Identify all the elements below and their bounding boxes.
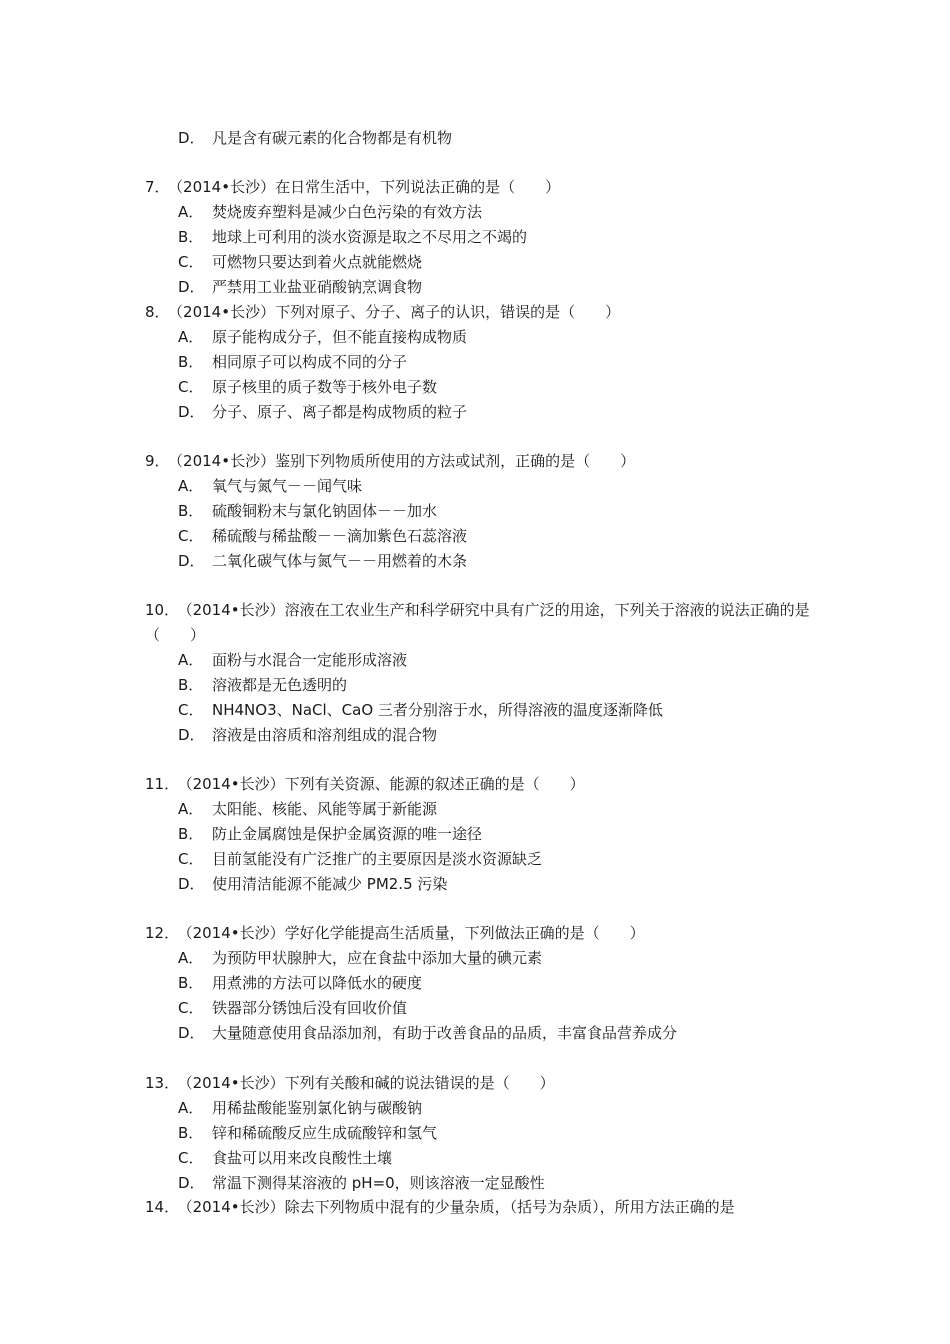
option-letter: C． <box>178 1149 204 1167</box>
option-text: 焚烧废弃塑料是减少白色污染的有效方法 <box>212 203 483 221</box>
option-text: 凡是含有碳元素的化合物都是有机物 <box>212 129 453 147</box>
option-item <box>178 526 467 546</box>
option-letter: D． <box>178 726 205 744</box>
option-letter: B． <box>178 825 204 843</box>
option-letter: B． <box>178 1124 204 1142</box>
option-item <box>178 1123 437 1143</box>
option-text: 目前氢能没有广泛推广的主要原因是淡水资源缺乏 <box>212 850 543 868</box>
option-letter: A． <box>178 328 204 346</box>
option-text: NH4NO3、NaCl、CaO 三者分别溶于水，所得溶液的温度逐渐降低 <box>212 701 663 719</box>
option-item <box>178 551 467 571</box>
question-text: （2014•长沙）下列有关资源、能源的叙述正确的是（ ） <box>185 775 585 793</box>
question-number: 13． <box>145 1074 180 1092</box>
option-letter: A． <box>178 477 204 495</box>
option-text: 用稀盐酸能鉴别氯化钠与碳酸钠 <box>212 1099 423 1117</box>
option-item <box>178 202 482 222</box>
option-text: 铁器部分锈蚀后没有回收价值 <box>212 999 408 1017</box>
option-letter: D． <box>178 403 205 421</box>
option-item <box>178 874 447 894</box>
option-text: 锌和稀硫酸反应生成硫酸锌和氢气 <box>212 1124 438 1142</box>
option-item <box>178 1098 422 1118</box>
option-item <box>178 700 663 720</box>
option-text: 稀硫酸与稀盐酸－－滴加紫色石蕊溶液 <box>212 527 468 545</box>
option-text: 为预防甲状腺肿大，应在食盐中添加大量的碘元素 <box>212 949 543 967</box>
option-text: 面粉与水混合一定能形成溶液 <box>212 651 408 669</box>
option-text: 硫酸铜粉末与氯化钠固体－－加水 <box>212 502 438 520</box>
question-text: （2014•长沙）在日常生活中，下列说法正确的是（ ） <box>175 178 561 196</box>
option-text: 防止金属腐蚀是保护金属资源的唯一途径 <box>212 825 483 843</box>
option-letter: C． <box>178 850 204 868</box>
option-item <box>178 675 347 695</box>
option-letter: A． <box>178 203 204 221</box>
option-letter: C． <box>178 253 204 271</box>
question-stem <box>145 923 645 943</box>
option-item <box>178 377 437 397</box>
question-number: 8． <box>145 303 170 321</box>
option-text: 大量随意使用食品添加剂，有助于改善食品的品质，丰富食品营养成分 <box>212 1024 678 1042</box>
option-letter: C． <box>178 527 204 545</box>
option-item <box>178 352 407 372</box>
option-letter: A． <box>178 651 204 669</box>
option-letter: A． <box>178 800 204 818</box>
option-letter: C． <box>178 701 204 719</box>
option-letter: D． <box>178 875 205 893</box>
option-item <box>178 1173 545 1193</box>
question-number: 10． <box>145 601 180 619</box>
option-item <box>178 1148 392 1168</box>
question-text: （2014•长沙）下列对原子、分子、离子的认识，错误的是（ ） <box>175 303 621 321</box>
option-text: 食盐可以用来改良酸性土壤 <box>212 1149 393 1167</box>
option-letter: D． <box>178 1174 205 1192</box>
option-letter: D． <box>178 552 205 570</box>
option-letter: C． <box>178 999 204 1017</box>
option-item <box>178 849 542 869</box>
option-letter: C． <box>178 378 204 396</box>
option-text: 用煮沸的方法可以降低水的硬度 <box>212 974 423 992</box>
question-stem <box>145 302 620 322</box>
option-item <box>178 476 362 496</box>
option-item <box>178 650 407 670</box>
option-text: 二氧化碳气体与氮气－－用燃着的木条 <box>212 552 468 570</box>
option-item <box>178 824 482 844</box>
option-letter: B． <box>178 974 204 992</box>
option-letter: B． <box>178 353 204 371</box>
option-text: 分子、原子、离子都是构成物质的粒子 <box>212 403 468 421</box>
question-text: （2014•长沙）学好化学能提高生活质量，下列做法正确的是（ ） <box>185 924 645 942</box>
option-item <box>178 402 467 422</box>
question-stem <box>145 598 815 648</box>
option-text: 溶液是由溶质和溶剂组成的混合物 <box>212 726 438 744</box>
option-text: 常温下测得某溶液的 pH=0，则该溶液一定显酸性 <box>212 1174 545 1192</box>
option-text: 可燃物只要达到着火点就能燃烧 <box>212 253 423 271</box>
question-text: （2014•长沙）除去下列物质中混有的少量杂质，（括号为杂质），所用方法正确的是 <box>185 1198 735 1216</box>
option-item <box>178 1023 677 1043</box>
option-letter: B． <box>178 228 204 246</box>
question-stem <box>145 1197 735 1217</box>
option-letter: D． <box>178 129 205 147</box>
option-letter: D． <box>178 1024 205 1042</box>
option-letter: A． <box>178 949 204 967</box>
option-item <box>178 327 467 347</box>
option-item <box>178 128 452 148</box>
option-text: 相同原子可以构成不同的分子 <box>212 353 408 371</box>
question-number: 11． <box>145 775 180 793</box>
question-number: 7． <box>145 178 170 196</box>
question-stem <box>145 1073 555 1093</box>
option-item <box>178 725 437 745</box>
option-item <box>178 277 422 297</box>
option-item <box>178 998 407 1018</box>
option-item <box>178 948 542 968</box>
question-number: 14． <box>145 1198 180 1216</box>
option-text: 使用清洁能源不能减少 PM2.5 污染 <box>212 875 448 893</box>
question-stem <box>145 177 560 197</box>
question-number: 9． <box>145 452 170 470</box>
question-text: （2014•长沙）溶液在工农业生产和科学研究中具有广泛的用途，下列关于溶液的说法正确的是（ ） <box>145 601 810 644</box>
option-letter: D． <box>178 278 205 296</box>
question-stem <box>145 451 635 471</box>
option-text: 氧气与氮气－－闻气味 <box>212 477 363 495</box>
option-text: 太阳能、核能、风能等属于新能源 <box>212 800 438 818</box>
question-text: （2014•长沙）鉴别下列物质所使用的方法或试剂，正确的是（ ） <box>175 452 636 470</box>
option-text: 原子核里的质子数等于核外电子数 <box>212 378 438 396</box>
option-item <box>178 799 437 819</box>
option-item <box>178 227 527 247</box>
question-number: 12． <box>145 924 180 942</box>
option-letter: A． <box>178 1099 204 1117</box>
option-letter: B． <box>178 676 204 694</box>
option-text: 严禁用工业盐亚硝酸钠烹调食物 <box>212 278 423 296</box>
option-text: 原子能构成分子，但不能直接构成物质 <box>212 328 468 346</box>
option-item <box>178 501 437 521</box>
question-stem <box>145 774 585 794</box>
question-text: （2014•长沙）下列有关酸和碱的说法错误的是（ ） <box>185 1074 555 1092</box>
option-text: 地球上可利用的淡水资源是取之不尽用之不竭的 <box>212 228 528 246</box>
option-item <box>178 252 422 272</box>
option-item <box>178 973 422 993</box>
option-letter: B． <box>178 502 204 520</box>
option-text: 溶液都是无色透明的 <box>212 676 348 694</box>
